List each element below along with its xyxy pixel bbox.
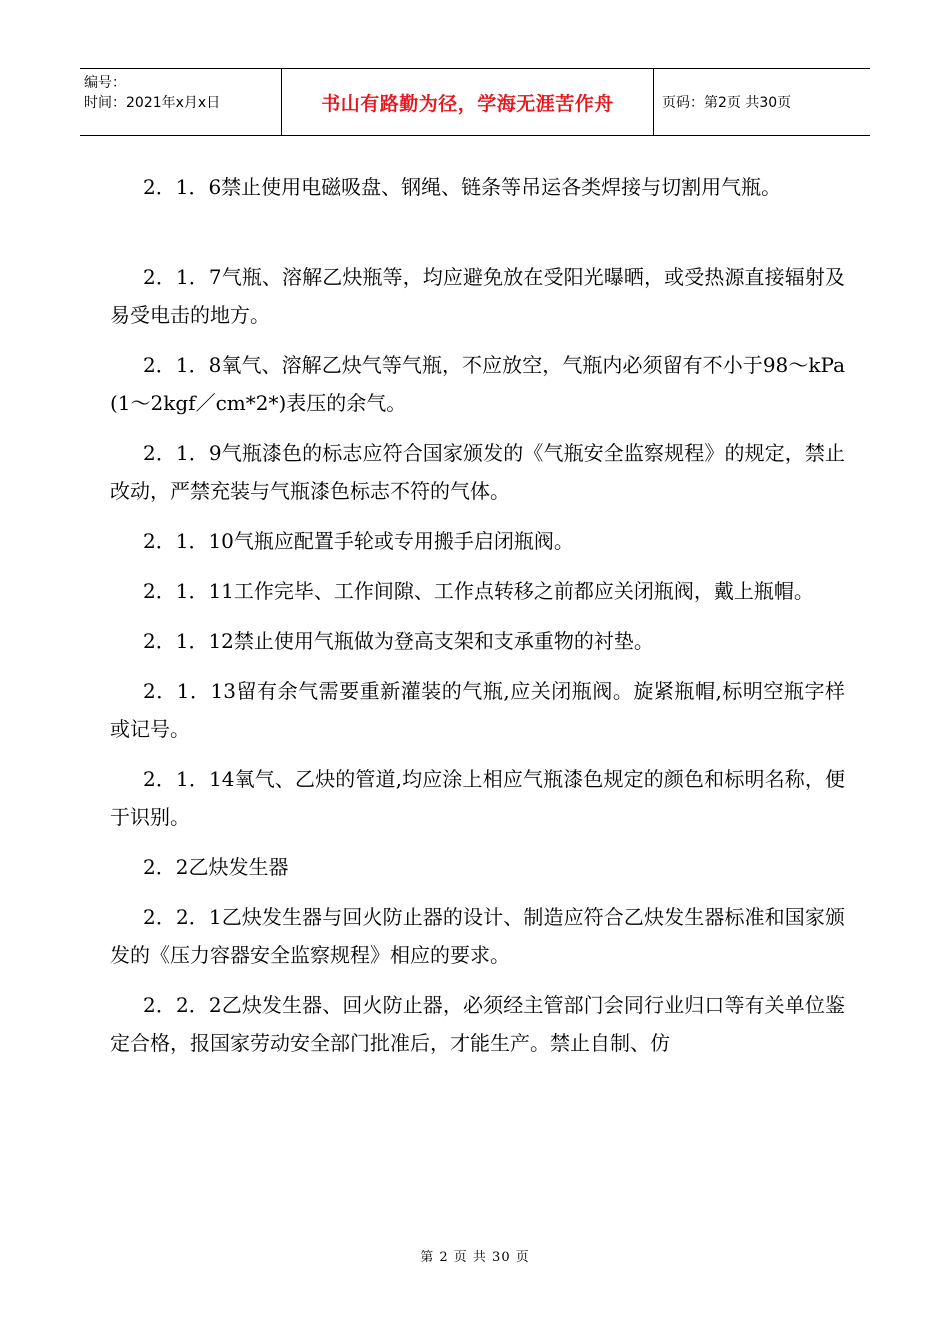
paragraph-2-1-6: 2．1．6禁止使用电磁吸盘、钢绳、链条等吊运各类焊接与切割用气瓶。 [143, 175, 782, 199]
header-motto: 书山有路勤为径，学海无涯苦作舟 [282, 69, 654, 135]
paragraph-2-1-14: 2．1．14氧气、乙炔的管道,均应涂上相应气瓶漆色规定的颜色和标明名称，便于识别。 [110, 767, 845, 829]
paragraph-2-1-13: 2．1．13留有余气需要重新灌装的气瓶,应关闭瓶阀。旋紧瓶帽,标明空瓶字样或记号。 [110, 679, 845, 741]
header-page-info: 页码：第2页 共30页 [662, 95, 792, 111]
paragraph-2-1-12: 2．1．12禁止使用气瓶做为登高支架和支承重物的衬垫。 [143, 629, 654, 653]
paragraph-2-1-11: 2．1．11工作完毕、工作间隙、工作点转移之前都应关闭瓶阀，戴上瓶帽。 [143, 579, 814, 603]
page-header [80, 68, 870, 136]
paragraph-2-1-8: 2．1．8氧气、溶解乙炔气等气瓶，不应放空，气瓶内必须留有不小于98～kPa(1～2kgf／cm*2*)表压的余气。 [110, 353, 845, 415]
paragraph-2-2-1: 2．2．1乙炔发生器与回火防止器的设计、制造应符合乙炔发生器标准和国家颁发的《压力容器安全监察规程》相应的要求。 [110, 905, 845, 967]
section-heading-2-2: 2．2乙炔发生器 [143, 855, 289, 879]
paragraph-2-1-7: 2．1．7气瓶、溶解乙炔瓶等，均应避免放在受阳光曝晒，或受热源直接辐射及易受电击的地方。 [110, 265, 845, 327]
document-body [110, 168, 845, 1062]
paragraph-2-2-2: 2．2．2乙炔发生器、回火防止器，必须经主管部门会同行业归口等有关单位鉴定合格，报国家劳动安全部门批准后，才能生产。禁止自制、仿 [110, 993, 845, 1055]
document-number-label: 编号： [84, 75, 126, 91]
header-meta-cell [80, 69, 282, 135]
page-footer: 第 2 页 共 30 页 [420, 1250, 530, 1265]
document-time-label: 时间：2021年x月x日 [84, 95, 221, 111]
paragraph-2-1-9: 2．1．9气瓶漆色的标志应符合国家颁发的《气瓶安全监察规程》的规定，禁止改动，严禁充装与气瓶漆色标志不符的气体。 [110, 441, 845, 503]
paragraph-2-1-10: 2．1．10气瓶应配置手轮或专用搬手启闭瓶阀。 [143, 529, 574, 553]
